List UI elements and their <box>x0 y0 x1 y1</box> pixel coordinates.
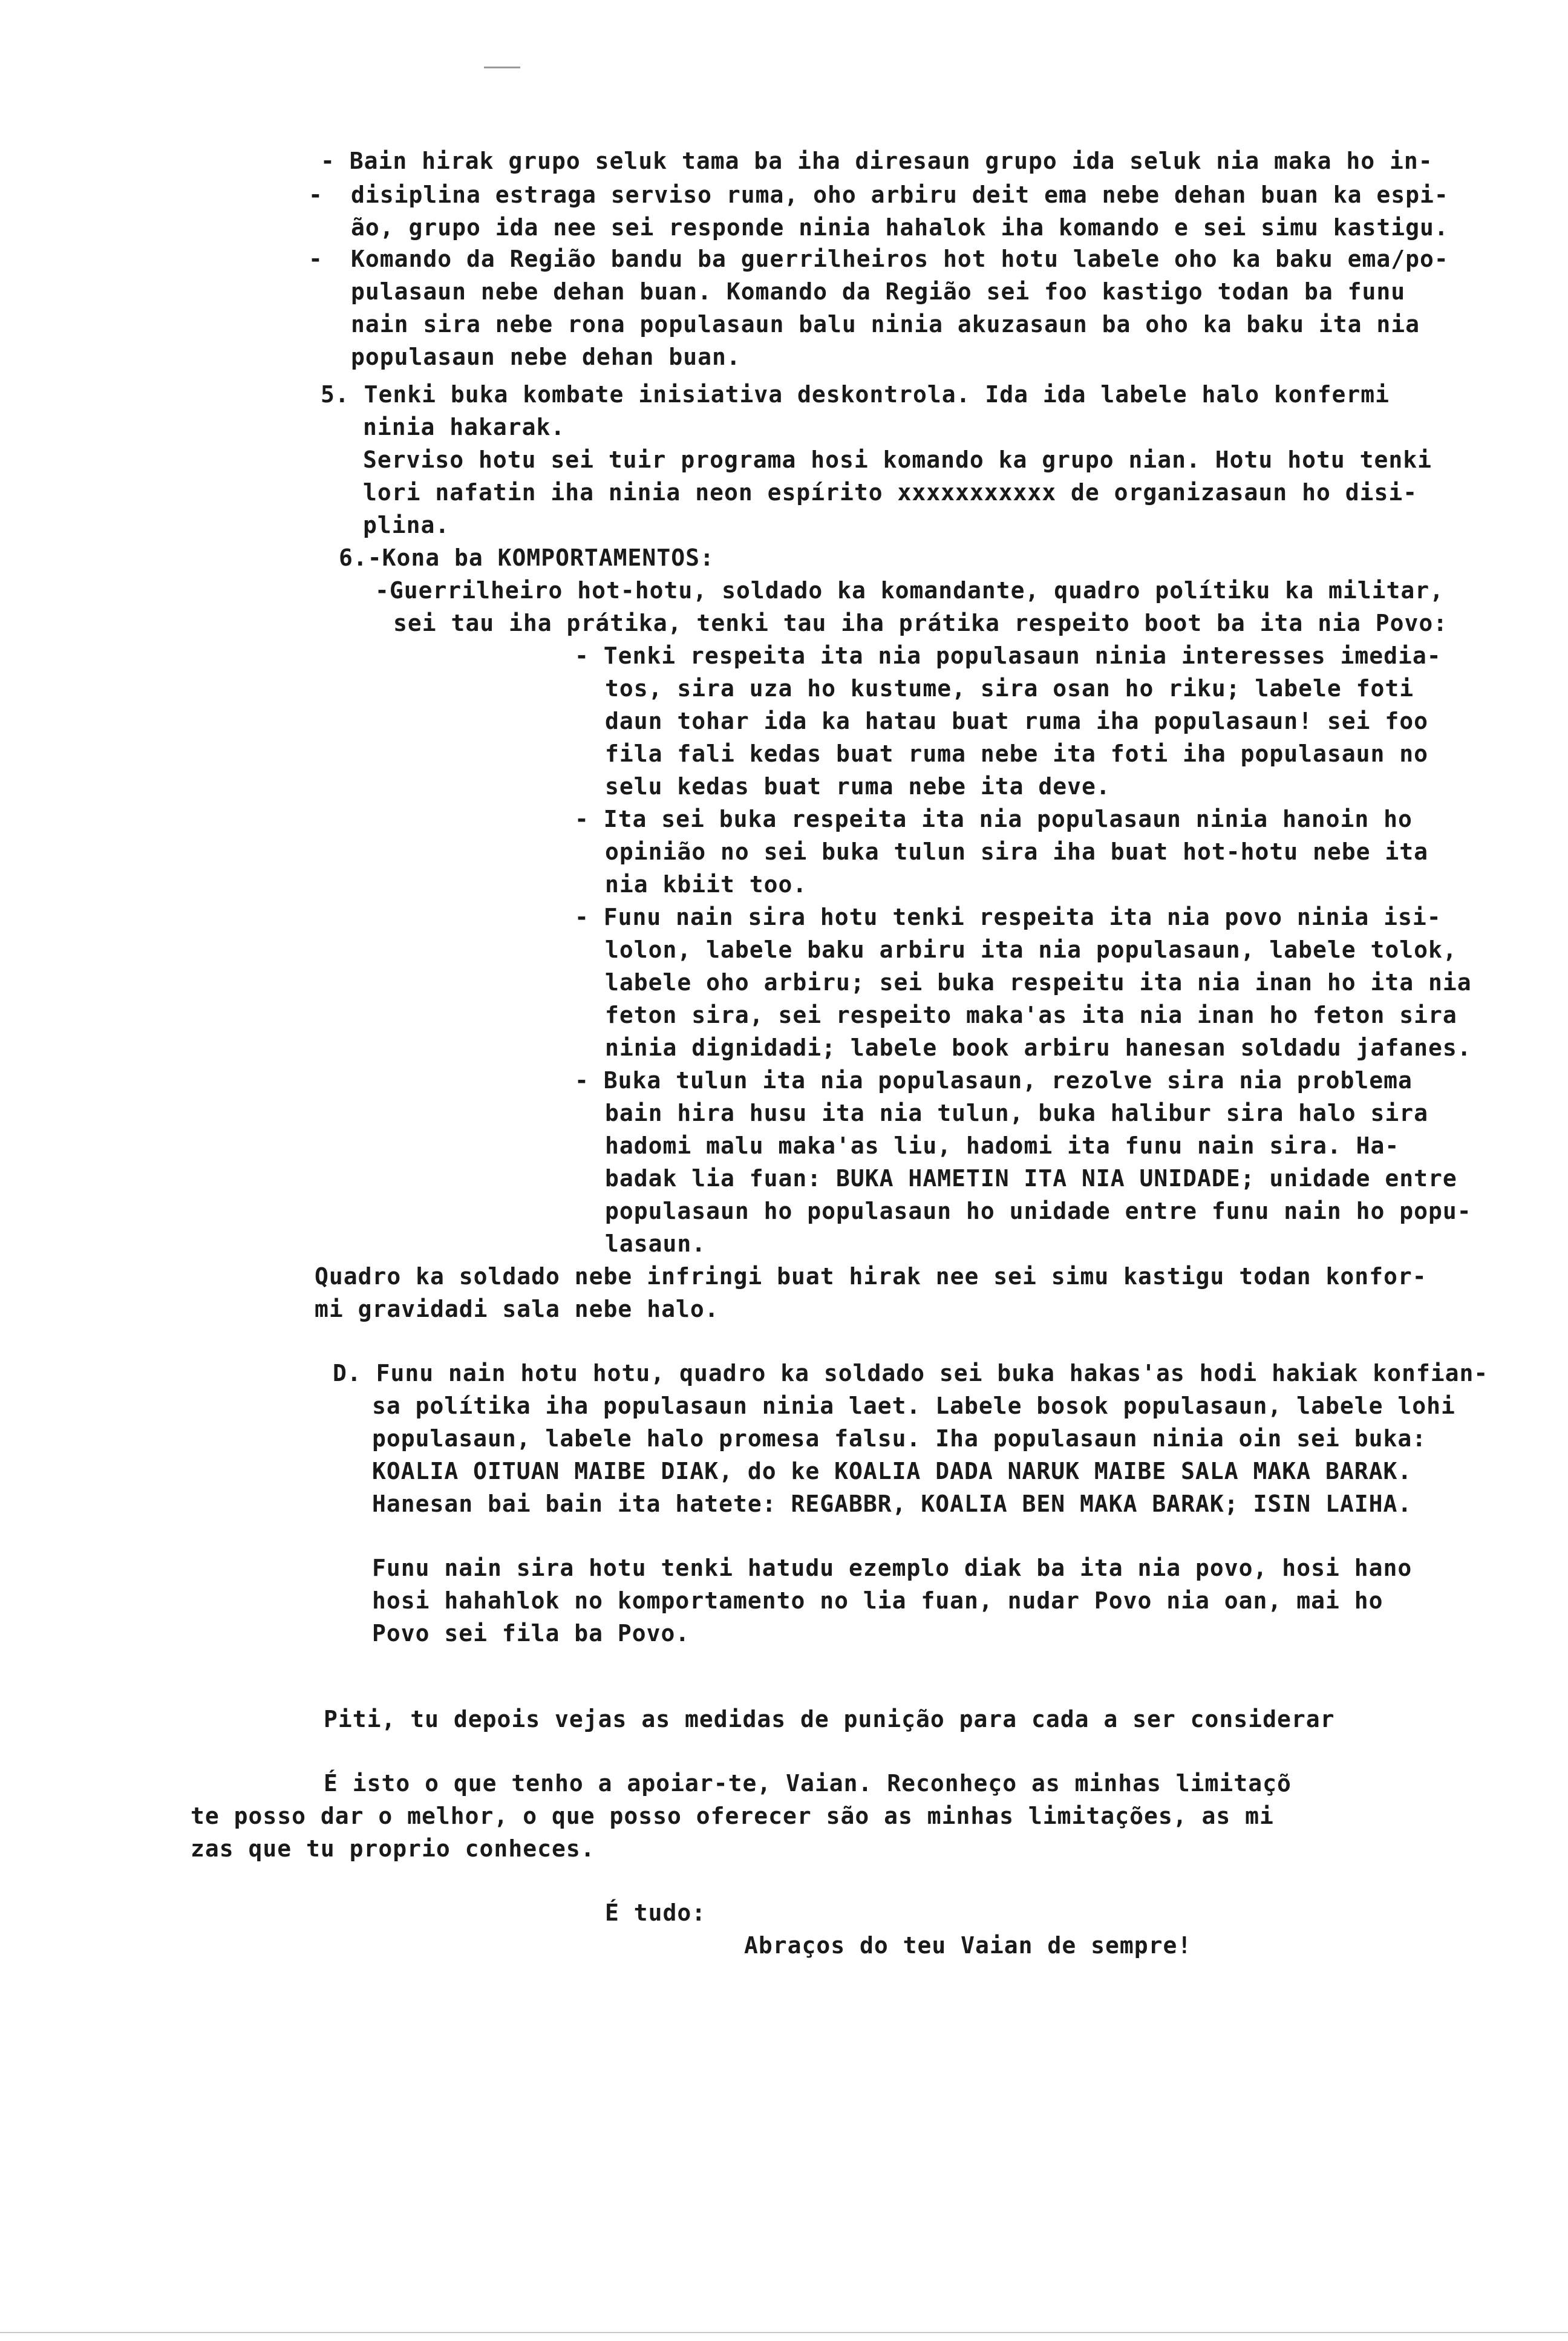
list-item: - Ita sei buka respeita ita nia populasaun ninia hanoin ho <box>575 806 1413 832</box>
side-marker: - <box>309 246 323 272</box>
scan-smudge <box>484 67 520 68</box>
tudo-line: É tudo: <box>605 1899 707 1926</box>
text-line: Hanesan bai bain ita hatete: REGABBR, KOALIA BEN MAKA BARAK; ISIN LAIHA. <box>372 1490 1413 1517</box>
text-line: - Bain hirak grupo seluk tama ba iha diresaun grupo ida seluk nia maka ho in- <box>321 148 1433 174</box>
section-heading: 6.-Kona ba KOMPORTAMENTOS: <box>339 544 714 571</box>
text-line: opinião no sei buka tulun sira iha buat hot-hotu nebe ita <box>605 838 1429 865</box>
text-line: Povo sei fila ba Povo. <box>372 1620 690 1647</box>
list-item: - Buka tulun ita nia populasaun, rezolve sira nia problema <box>575 1067 1413 1094</box>
text-line: zas que tu proprio conheces. <box>191 1835 595 1862</box>
text-line: KOALIA OITUAN MAIBE DIAK, do ke KOALIA DADA NARUK MAIBE SALA MAKA BARAK. <box>372 1458 1413 1484</box>
text-line: Funu nain sira hotu tenki hatudu ezemplo diak ba ita nia povo, hosi hano <box>372 1555 1413 1581</box>
text-line: nia kbiit too. <box>605 871 808 898</box>
text-line: populasaun ho populasaun ho unidade entre funu nain ho popu- <box>605 1198 1472 1224</box>
text-line: Komando da Região bandu ba guerrilheiros hot hotu labele oho ka baku ema/po- <box>351 246 1449 272</box>
scan-edge <box>0 2332 1568 2333</box>
text-line: fila fali kedas buat ruma nebe ita foti iha populasaun no <box>605 740 1429 767</box>
text-line: ninia dignidadi; labele book arbiru hanesan soldadu jafanes. <box>605 1034 1472 1061</box>
text-line: Serviso hotu sei tuir programa hosi komando ka grupo nian. Hotu hotu tenki <box>363 446 1432 473</box>
side-marker: - <box>309 181 323 208</box>
text-line: D. Funu nain hotu hotu, quadro ka soldado sei buka hakas'as hodi hakiak konfian- <box>333 1360 1489 1386</box>
piti-line: Piti, tu depois vejas as medidas de punição para cada a ser considerar <box>324 1706 1335 1732</box>
text-line: sa polítika iha populasaun ninia laet. Labele bosok populasaun, labele lohi <box>372 1393 1455 1419</box>
text-line: ninia hakarak. <box>363 414 566 440</box>
text-line: bain hira husu ita nia tulun, buka halibur sira halo sira <box>605 1100 1429 1126</box>
text-line: hadomi malu maka'as liu, hadomi ita funu nain sira. Ha- <box>605 1132 1400 1159</box>
text-line: populasaun, labele halo promesa falsu. Iha populasaun ninia oin sei buka: <box>372 1425 1427 1452</box>
text-line: lasaun. <box>605 1230 707 1257</box>
text-line: feton sira, sei respeito maka'as ita nia inan ho feton sira <box>605 1002 1457 1028</box>
text-line: tos, sira uza ho kustume, sira osan ho riku; labele foti <box>605 675 1414 702</box>
text-line: lolon, labele baku arbiru ita nia populasaun, labele tolok, <box>605 936 1457 963</box>
signoff-line: Abraços do teu Vaian de sempre! <box>744 1932 1192 1959</box>
text-line: -Guerrilheiro hot-hotu, soldado ka komandante, quadro polítiku ka militar, <box>375 577 1444 604</box>
text-line: disiplina estraga serviso ruma, oho arbiru deit ema nebe dehan buan ka espi- <box>351 181 1449 208</box>
list-item: - Funu nain sira hotu tenki respeita ita nia povo ninia isi- <box>575 904 1442 930</box>
text-line: É isto o que tenho a apoiar-te, Vaian. Reconheço as minhas limitaçõ <box>324 1770 1292 1797</box>
text-line: hosi hahahlok no komportamento no lia fuan, nudar Povo nia oan, mai ho <box>372 1587 1383 1614</box>
text-line: selu kedas buat ruma nebe ita deve. <box>605 773 1111 800</box>
text-line: mi gravidadi sala nebe halo. <box>315 1296 719 1322</box>
text-line: ão, grupo ida nee sei responde ninia hahalok iha komando e sei simu kastigu. <box>351 214 1449 241</box>
text-line: pulasaun nebe dehan buan. Komando da Região sei foo kastigo todan ba funu <box>351 278 1406 305</box>
text-line: labele oho arbiru; sei buka respeitu ita nia inan ho ita nia <box>605 969 1472 996</box>
text-line: Quadro ka soldado nebe infringi buat hirak nee sei simu kastigu todan konfor- <box>315 1263 1427 1290</box>
text-line: sei tau iha prátika, tenki tau iha prátika respeito boot ba ita nia Povo: <box>393 610 1448 636</box>
text-line: populasaun nebe dehan buan. <box>351 344 741 370</box>
text-line: badak lia fuan: BUKA HAMETIN ITA NIA UNIDADE; unidade entre <box>605 1165 1457 1192</box>
text-line: plina. <box>363 512 450 538</box>
list-item: - Tenki respeita ita nia populasaun ninia interesses imedia- <box>575 642 1442 669</box>
text-line: lori nafatin iha ninia neon espírito xxxxxxxxxxx de organizasaun ho disi- <box>363 479 1418 506</box>
text-line: te posso dar o melhor, o que posso oferecer são as minhas limitações, as mi <box>191 1803 1274 1829</box>
text-line: 5. Tenki buka kombate inisiativa deskontrola. Ida ida labele halo konfermi <box>321 381 1390 408</box>
text-line: nain sira nebe rona populasaun balu ninia akuzasaun ba oho ka baku ita nia <box>351 311 1420 338</box>
text-line: daun tohar ida ka hatau buat ruma iha populasaun! sei foo <box>605 708 1429 734</box>
